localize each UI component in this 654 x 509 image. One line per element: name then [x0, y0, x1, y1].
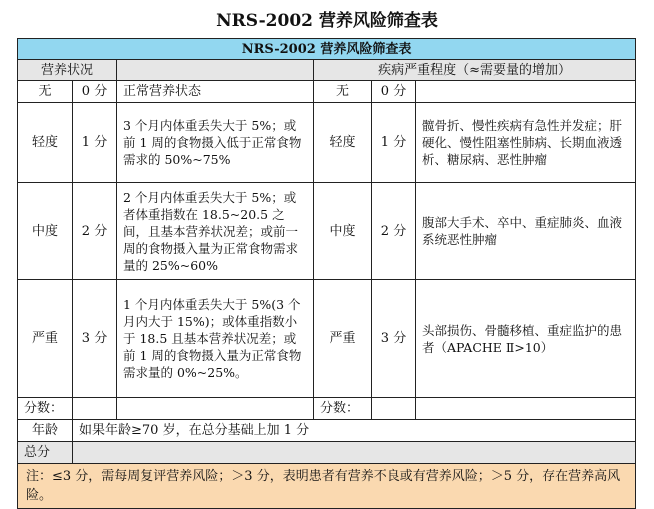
disease-score-label: 分数： [314, 398, 372, 420]
total-label: 总分 [18, 442, 73, 464]
disease-score-empty-cell [416, 398, 636, 420]
table-row [18, 103, 636, 183]
nrs-table-container [17, 38, 635, 509]
disease-score-cell: 3 分 [372, 280, 416, 398]
description-cell: 2 个月内体重丢失大于 5%；或者体重指数在 18.5~20.5 之间，且基本营养状况差；或前一周的食物摄入量为正常食物需求量的 25%~60% [117, 183, 314, 280]
level-cell: 严重 [18, 280, 73, 398]
score-cell: 1 分 [73, 103, 117, 183]
score-cell: 3 分 [73, 280, 117, 398]
score-label: 分数： [18, 398, 73, 420]
note-row [18, 464, 636, 509]
total-row [18, 442, 636, 464]
level-cell: 无 [18, 81, 73, 103]
disease-description-cell: 髋骨折、慢性疾病有急性并发症；肝硬化、慢性阻塞性肺病、长期血液透析、糖尿病、恶性肿瘤 [416, 103, 636, 183]
disease-score-value-cell [372, 398, 416, 420]
table-row [18, 183, 636, 280]
score-empty-cell [117, 398, 314, 420]
level-cell: 轻度 [18, 103, 73, 183]
age-label: 年龄 [18, 420, 73, 442]
disease-severity-heading: 疾病严重程度（≈需要量的增加） [314, 60, 636, 81]
description-cell: 3 个月内体重丢失大于 5%；或前 1 周的食物摄入低于正常食物需求的 50%~75% [117, 103, 314, 183]
disease-score-cell: 0 分 [372, 81, 416, 103]
score-value-cell [73, 398, 117, 420]
nrs-screening-table [17, 38, 636, 509]
disease-description-cell: 头部损伤、骨髓移植、重症监护的患者（APACHE Ⅱ>10） [416, 280, 636, 398]
table-row [18, 280, 636, 398]
table-row [18, 81, 636, 103]
note-text: 注：≤3 分，需每周复评营养风险；＞3 分，表明患者有营养不良或有营养风险；＞5 分，存在营养高风险。 [18, 464, 636, 509]
score-row [18, 398, 636, 420]
total-value-cell [73, 442, 636, 464]
table-header: NRS-2002 营养风险筛查表 [18, 39, 636, 60]
description-cell: 1 个月内体重丢失大于 5%(3 个月内大于 15%)；或体重指数小于 18.5 且基本营养状况差；或前 1 周的食物摄入量为正常食物需求量的 0%~25%。 [117, 280, 314, 398]
disease-score-cell: 2 分 [372, 183, 416, 280]
page-title: NRS-2002 营养风险筛查表 [216, 11, 438, 31]
nutrition-status-heading: 营养状况 [18, 60, 117, 81]
age-description: 如果年龄≥70 岁，在总分基础上加 1 分 [73, 420, 636, 442]
age-row [18, 420, 636, 442]
disease-level-cell: 轻度 [314, 103, 372, 183]
level-cell: 中度 [18, 183, 73, 280]
disease-score-cell: 1 分 [372, 103, 416, 183]
disease-level-cell: 中度 [314, 183, 372, 280]
description-cell: 正常营养状态 [117, 81, 314, 103]
empty-heading-cell [117, 60, 314, 81]
disease-level-cell: 严重 [314, 280, 372, 398]
score-cell: 2 分 [73, 183, 117, 280]
disease-level-cell: 无 [314, 81, 372, 103]
disease-description-cell [416, 81, 636, 103]
score-cell: 0 分 [73, 81, 117, 103]
disease-description-cell: 腹部大手术、卒中、重症肺炎、血液系统恶性肿瘤 [416, 183, 636, 280]
